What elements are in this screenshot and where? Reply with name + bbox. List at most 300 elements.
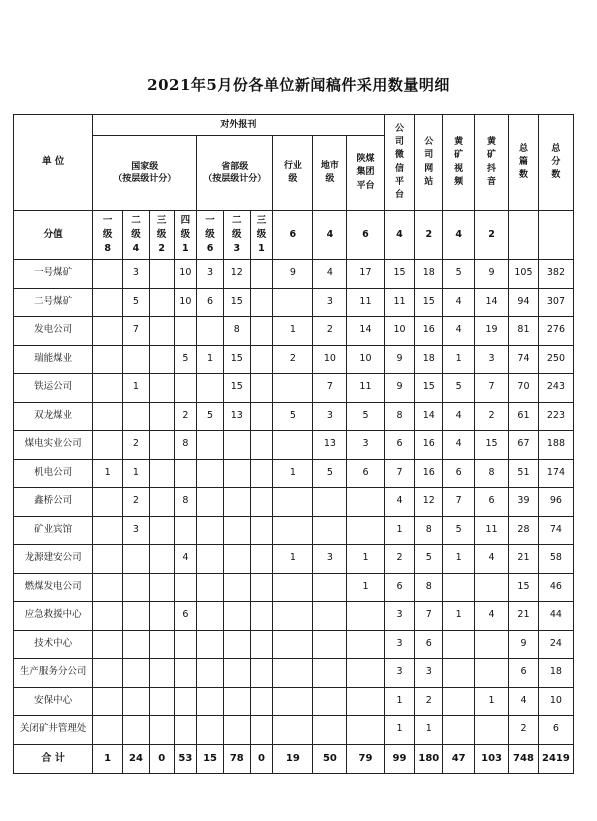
table-cell: [123, 602, 150, 631]
table-cell: [174, 716, 197, 745]
table-cell: 58: [538, 545, 573, 574]
table-cell: 2: [475, 402, 509, 431]
table-cell: [149, 488, 174, 517]
table-cell: 12: [223, 260, 250, 289]
row-unit-name: 龙源建安公司: [14, 545, 93, 574]
level-provincial-2: 二级3: [223, 211, 250, 260]
table-cell: [273, 288, 313, 317]
table-cell: 7: [384, 459, 415, 488]
table-cell: 5: [174, 345, 197, 374]
table-cell: [250, 288, 273, 317]
table-cell: [93, 687, 123, 716]
header-city: 地市级: [313, 136, 347, 211]
row-unit-name: 煤电实业公司: [14, 431, 93, 460]
table-cell: [197, 516, 224, 545]
table-cell: [174, 659, 197, 688]
score-city: 4: [313, 211, 347, 260]
table-cell: 2: [509, 716, 539, 745]
table-cell: 14: [475, 288, 509, 317]
table-cell: [223, 630, 250, 659]
total-cell: 99: [384, 744, 415, 773]
table-cell: [313, 516, 347, 545]
table-cell: [475, 573, 509, 602]
level-provincial-1: 一级6: [197, 211, 224, 260]
table-row: [14, 431, 574, 460]
row-unit-name: 机电公司: [14, 459, 93, 488]
table-cell: 3: [384, 602, 415, 631]
score-blank-total: [538, 211, 573, 260]
table-cell: [149, 602, 174, 631]
table-row: [14, 545, 574, 574]
table-cell: [475, 716, 509, 745]
table-cell: 44: [538, 602, 573, 631]
table-cell: 6: [509, 659, 539, 688]
row-unit-name: 生产服务分公司: [14, 659, 93, 688]
row-unit-name: 技术中心: [14, 630, 93, 659]
table-cell: [123, 630, 150, 659]
table-row: [14, 374, 574, 403]
table-cell: 7: [313, 374, 347, 403]
table-cell: 17: [347, 260, 384, 289]
total-cell: 50: [313, 744, 347, 773]
table-cell: 1: [475, 687, 509, 716]
table-cell: 8: [415, 516, 443, 545]
table-cell: 1: [415, 716, 443, 745]
table-row: [14, 659, 574, 688]
table-cell: 74: [509, 345, 539, 374]
table-cell: [197, 431, 224, 460]
table-cell: [123, 402, 150, 431]
table-cell: [273, 488, 313, 517]
table-cell: 74: [538, 516, 573, 545]
table-cell: 11: [347, 288, 384, 317]
table-cell: 18: [415, 260, 443, 289]
score-wechat: 4: [384, 211, 415, 260]
table-cell: [250, 545, 273, 574]
table-cell: [123, 716, 150, 745]
table-cell: 105: [509, 260, 539, 289]
table-row: [14, 602, 574, 631]
table-cell: 1: [384, 687, 415, 716]
table-cell: [197, 716, 224, 745]
header-shaanxi-group: 陕煤集团平台: [347, 136, 384, 211]
table-cell: [223, 459, 250, 488]
total-row: [14, 744, 574, 773]
table-cell: 6: [384, 431, 415, 460]
table-cell: 5: [443, 374, 475, 403]
table-cell: 6: [415, 630, 443, 659]
table-cell: 3: [347, 431, 384, 460]
table-cell: 1: [273, 459, 313, 488]
table-cell: 1: [347, 573, 384, 602]
table-cell: 174: [538, 459, 573, 488]
table-cell: 15: [384, 260, 415, 289]
table-cell: 1: [443, 545, 475, 574]
table-cell: 4: [509, 687, 539, 716]
table-cell: 15: [475, 431, 509, 460]
table-cell: [347, 687, 384, 716]
table-cell: 14: [415, 402, 443, 431]
table-cell: 1: [123, 374, 150, 403]
table-cell: 10: [174, 288, 197, 317]
total-cell: 0: [149, 744, 174, 773]
table-cell: 14: [347, 317, 384, 346]
table-cell: [250, 431, 273, 460]
table-cell: [174, 687, 197, 716]
table-cell: 2: [415, 687, 443, 716]
table-cell: 1: [384, 516, 415, 545]
table-cell: 3: [313, 402, 347, 431]
total-cell: 1: [93, 744, 123, 773]
total-cell: 24: [123, 744, 150, 773]
table-cell: 7: [415, 602, 443, 631]
table-cell: 15: [223, 345, 250, 374]
header-unit: 单 位: [14, 115, 93, 211]
table-cell: [223, 516, 250, 545]
table-cell: [475, 630, 509, 659]
table-cell: [93, 716, 123, 745]
table-cell: 1: [197, 345, 224, 374]
table-cell: [313, 716, 347, 745]
table-cell: [93, 573, 123, 602]
header-external: 对外报刊: [93, 115, 384, 136]
table-cell: [123, 659, 150, 688]
national-note: （按层级计分）: [113, 174, 177, 184]
table-cell: 3: [415, 659, 443, 688]
table-cell: [443, 659, 475, 688]
table-cell: [347, 488, 384, 517]
level-national-1: 一级8: [93, 211, 123, 260]
table-cell: [174, 459, 197, 488]
table-cell: [149, 374, 174, 403]
table-cell: 4: [475, 545, 509, 574]
table-cell: [313, 602, 347, 631]
table-cell: [273, 716, 313, 745]
table-cell: [197, 374, 224, 403]
table-cell: [149, 402, 174, 431]
table-cell: 1: [384, 716, 415, 745]
table-cell: 9: [384, 345, 415, 374]
score-website: 2: [415, 211, 443, 260]
table-cell: [223, 659, 250, 688]
table-cell: [273, 431, 313, 460]
table-row: [14, 716, 574, 745]
table-cell: 4: [443, 317, 475, 346]
table-cell: [250, 630, 273, 659]
table-cell: 6: [384, 573, 415, 602]
table-row: [14, 630, 574, 659]
table-cell: 6: [443, 459, 475, 488]
table-cell: 18: [538, 659, 573, 688]
table-cell: [93, 659, 123, 688]
table-cell: 243: [538, 374, 573, 403]
table-cell: [250, 488, 273, 517]
table-cell: [223, 545, 250, 574]
table-cell: [149, 545, 174, 574]
table-cell: 11: [347, 374, 384, 403]
table-cell: [93, 488, 123, 517]
table-cell: [223, 602, 250, 631]
table-cell: 6: [538, 716, 573, 745]
table-cell: [273, 630, 313, 659]
table-cell: 1: [273, 317, 313, 346]
row-unit-name: 发电公司: [14, 317, 93, 346]
table-cell: [149, 260, 174, 289]
table-cell: 9: [509, 630, 539, 659]
table-cell: [475, 659, 509, 688]
table-cell: 1: [443, 602, 475, 631]
table-cell: 4: [313, 260, 347, 289]
table-cell: 61: [509, 402, 539, 431]
table-cell: [93, 402, 123, 431]
total-cell: 53: [174, 744, 197, 773]
table-cell: [93, 317, 123, 346]
table-cell: 9: [273, 260, 313, 289]
table-row: [14, 687, 574, 716]
header-provincial: [197, 136, 273, 211]
table-cell: 11: [475, 516, 509, 545]
table-cell: [149, 459, 174, 488]
table-cell: 3: [313, 545, 347, 574]
table-cell: 8: [223, 317, 250, 346]
table-cell: [223, 431, 250, 460]
table-cell: [250, 260, 273, 289]
table-cell: [93, 345, 123, 374]
table-cell: 4: [174, 545, 197, 574]
table-cell: 3: [197, 260, 224, 289]
table-cell: 15: [223, 288, 250, 317]
table-cell: 16: [415, 459, 443, 488]
table-cell: 4: [443, 402, 475, 431]
table-cell: 3: [123, 516, 150, 545]
table-cell: [93, 602, 123, 631]
table-cell: [123, 345, 150, 374]
table-cell: [174, 317, 197, 346]
table-cell: [250, 402, 273, 431]
table-cell: 4: [443, 288, 475, 317]
table-cell: [174, 573, 197, 602]
table-cell: [93, 260, 123, 289]
provincial-note: （按层级计分）: [203, 174, 267, 184]
table-row: [14, 459, 574, 488]
table-cell: 16: [415, 317, 443, 346]
table-cell: 12: [415, 488, 443, 517]
total-cell: 2419: [538, 744, 573, 773]
total-cell: 180: [415, 744, 443, 773]
header-video: 黄矿视频: [443, 115, 475, 211]
total-label: 合 计: [14, 744, 93, 773]
row-unit-name: 矿业宾馆: [14, 516, 93, 545]
table-cell: 96: [538, 488, 573, 517]
total-cell: 47: [443, 744, 475, 773]
total-cell: 78: [223, 744, 250, 773]
row-unit-name: 安保中心: [14, 687, 93, 716]
total-cell: 19: [273, 744, 313, 773]
table-cell: [197, 602, 224, 631]
table-cell: [250, 345, 273, 374]
table-row: [14, 573, 574, 602]
table-cell: [313, 687, 347, 716]
header-website: 公司网站: [415, 115, 443, 211]
table-cell: [347, 630, 384, 659]
row-unit-name: 燃煤发电公司: [14, 573, 93, 602]
level-national-2: 二级4: [123, 211, 150, 260]
table-cell: 51: [509, 459, 539, 488]
table-cell: 7: [475, 374, 509, 403]
table-cell: 5: [443, 260, 475, 289]
table-cell: 223: [538, 402, 573, 431]
table-cell: 2: [123, 488, 150, 517]
table-cell: 382: [538, 260, 573, 289]
table-cell: 1: [347, 545, 384, 574]
table-cell: 3: [313, 288, 347, 317]
table-cell: 276: [538, 317, 573, 346]
table-cell: [347, 602, 384, 631]
header-total-score: 总分数: [538, 115, 573, 211]
table-cell: 19: [475, 317, 509, 346]
table-cell: [197, 573, 224, 602]
header-douyin: 黄矿抖音: [475, 115, 509, 211]
table-cell: [149, 573, 174, 602]
table-cell: 39: [509, 488, 539, 517]
table-cell: [313, 573, 347, 602]
table-cell: 10: [347, 345, 384, 374]
table-cell: 250: [538, 345, 573, 374]
table-cell: 9: [384, 374, 415, 403]
score-shaanxi-group: 6: [347, 211, 384, 260]
table-cell: 10: [174, 260, 197, 289]
table-cell: 5: [415, 545, 443, 574]
table-cell: 5: [313, 459, 347, 488]
table-cell: 5: [347, 402, 384, 431]
table-cell: 8: [174, 431, 197, 460]
table-cell: [197, 687, 224, 716]
table-cell: 2: [123, 431, 150, 460]
table-cell: 15: [509, 573, 539, 602]
table-cell: 1: [123, 459, 150, 488]
total-cell: 79: [347, 744, 384, 773]
table-cell: [273, 687, 313, 716]
table-cell: 188: [538, 431, 573, 460]
table-row: [14, 260, 574, 289]
row-unit-name: 铁运公司: [14, 374, 93, 403]
table-row: [14, 345, 574, 374]
header-total-count: 总篇数: [509, 115, 539, 211]
table-row: [14, 516, 574, 545]
table-cell: [250, 602, 273, 631]
table-cell: [93, 630, 123, 659]
table-cell: 67: [509, 431, 539, 460]
table-cell: 21: [509, 545, 539, 574]
table-cell: 6: [347, 459, 384, 488]
table-cell: [250, 317, 273, 346]
table-cell: [149, 288, 174, 317]
table-cell: 28: [509, 516, 539, 545]
table-cell: 3: [384, 659, 415, 688]
total-cell: 15: [197, 744, 224, 773]
table-cell: 11: [384, 288, 415, 317]
level-provincial-3: 三级1: [250, 211, 273, 260]
score-video: 4: [443, 211, 475, 260]
table-cell: 8: [475, 459, 509, 488]
table-cell: [443, 687, 475, 716]
table-cell: [174, 516, 197, 545]
level-national-3: 三级2: [149, 211, 174, 260]
table-cell: [223, 488, 250, 517]
level-national-4: 四级1: [174, 211, 197, 260]
table-cell: 1: [273, 545, 313, 574]
table-cell: [149, 716, 174, 745]
table-cell: [149, 659, 174, 688]
table-cell: 6: [174, 602, 197, 631]
table-cell: 3: [475, 345, 509, 374]
table-cell: 4: [475, 602, 509, 631]
table-cell: [197, 545, 224, 574]
row-unit-name: 关闭矿井管理处: [14, 716, 93, 745]
table-cell: [250, 716, 273, 745]
table-cell: 6: [475, 488, 509, 517]
table-cell: [93, 431, 123, 460]
table-row: [14, 488, 574, 517]
table-cell: 7: [123, 317, 150, 346]
table-row: [14, 288, 574, 317]
table-cell: 5: [123, 288, 150, 317]
table-cell: [347, 659, 384, 688]
table-cell: [347, 516, 384, 545]
row-unit-name: 二号煤矿: [14, 288, 93, 317]
table-cell: 10: [384, 317, 415, 346]
table-cell: 6: [197, 288, 224, 317]
table-cell: [273, 602, 313, 631]
table-cell: 18: [415, 345, 443, 374]
table-cell: 5: [197, 402, 224, 431]
table-cell: [250, 659, 273, 688]
table-cell: [174, 630, 197, 659]
score-label: 分值: [14, 211, 93, 260]
table-cell: 1: [443, 345, 475, 374]
table-cell: 3: [123, 260, 150, 289]
table-cell: [250, 573, 273, 602]
table-cell: 24: [538, 630, 573, 659]
table-cell: [273, 659, 313, 688]
table-cell: [93, 516, 123, 545]
table-cell: [223, 573, 250, 602]
table-cell: 8: [384, 402, 415, 431]
table-cell: 8: [174, 488, 197, 517]
national-label: 国家级: [131, 161, 159, 172]
table-cell: 94: [509, 288, 539, 317]
provincial-label: 省部级: [221, 161, 249, 172]
table-cell: 8: [415, 573, 443, 602]
table-cell: [149, 630, 174, 659]
table-cell: [197, 630, 224, 659]
table-cell: [149, 516, 174, 545]
table-cell: [313, 488, 347, 517]
table-cell: [149, 345, 174, 374]
table-cell: [347, 716, 384, 745]
score-industry: 6: [273, 211, 313, 260]
table-cell: 307: [538, 288, 573, 317]
table-cell: [273, 573, 313, 602]
document-title: 2021年5月份各单位新闻稿件采用数量明细: [147, 76, 450, 94]
table-cell: 13: [223, 402, 250, 431]
table-cell: [197, 459, 224, 488]
table-cell: [223, 716, 250, 745]
table-cell: [313, 630, 347, 659]
table-cell: [197, 317, 224, 346]
table-cell: 15: [415, 288, 443, 317]
row-unit-name: 双龙煤业: [14, 402, 93, 431]
